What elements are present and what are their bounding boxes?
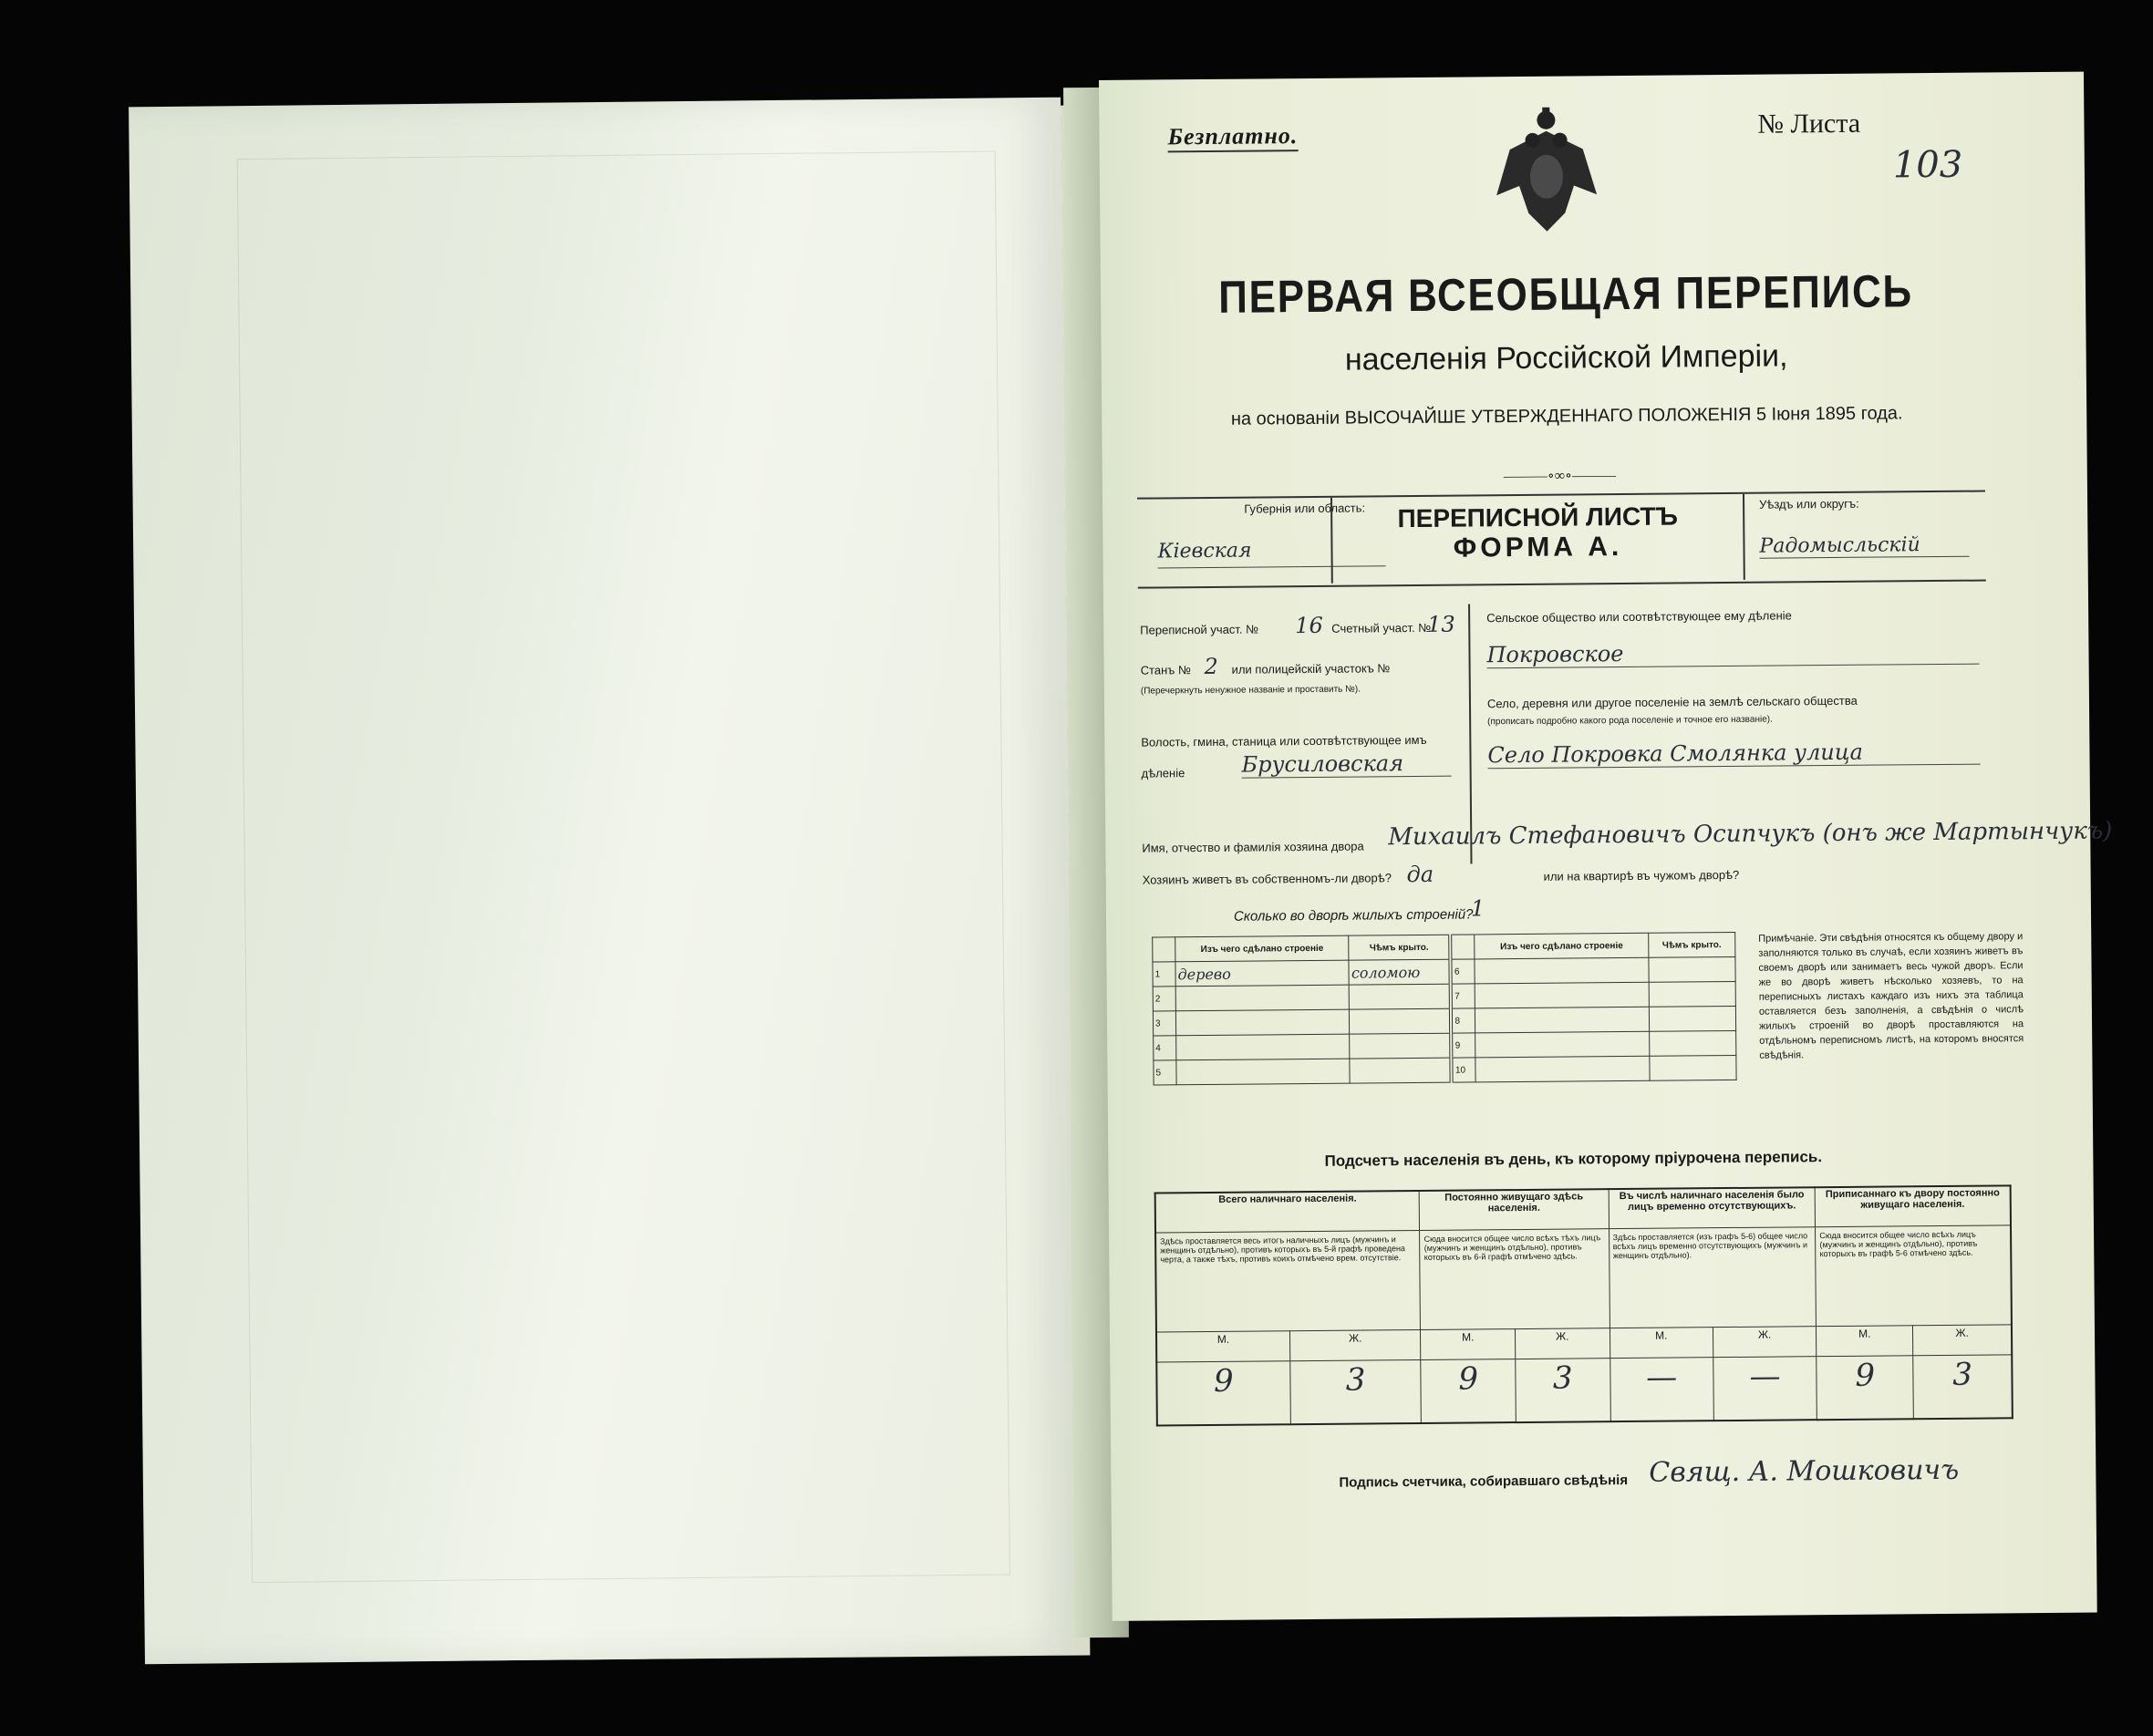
sex-male-label: М.	[1610, 1328, 1713, 1359]
signature-value: Свящ. А. Мошковичъ	[1649, 1453, 1960, 1489]
signature-label: Подпись счетчика, собиравшаго свѣдѣнія	[1339, 1472, 1629, 1491]
census-section-value: 16	[1295, 612, 1323, 639]
row-num: 4	[1154, 1036, 1176, 1060]
owner-label: Имя, отчество и фамилія хозяина двора	[1142, 839, 1364, 855]
free-label: Безплатно.	[1167, 122, 1298, 152]
gubernia-label: Губернія или область:	[1244, 501, 1366, 516]
buildings-value: 1	[1470, 895, 1485, 922]
uezd-label: Уѣздъ или округъ:	[1759, 496, 1859, 512]
legal-basis: на основаніи ВЫСОЧАЙШЕ УТВЕРЖДЕННАГО ПОЛОЖЕНІЯ 5 Іюня 1895 года.	[1230, 403, 1903, 429]
police-label: или полицейскій участокъ №	[1231, 661, 1391, 677]
count-col-header: Въ числѣ наличнаго населенія было лицъ временно отсутствующихъ.	[1609, 1187, 1816, 1228]
left-page-frame	[237, 150, 1010, 1583]
stan-label: Станъ №	[1140, 663, 1192, 677]
census-title: ПЕРВАЯ ВСЕОБЩАЯ ПЕРЕПИСЬ	[1218, 265, 1914, 323]
table-row	[1154, 1055, 1736, 1085]
sex-female-label: Ж.	[1515, 1328, 1610, 1359]
police-note: (Перечеркнуть ненужное названіе и проставить №).	[1140, 684, 1361, 697]
count-section-label: Счетный участ. №	[1331, 620, 1432, 636]
material-cell: дерево	[1175, 960, 1350, 987]
imperial-eagle-icon	[1491, 103, 1601, 241]
uezd-value: Радомысльскій	[1759, 533, 1969, 559]
row-num: 6	[1451, 959, 1475, 984]
sheet-number: 103	[1892, 143, 1963, 187]
row-num: 8	[1451, 1008, 1475, 1033]
settlement-note: (прописать подробно какого рода поселеніе и точное его названіе).	[1487, 714, 1773, 728]
owner-value: Михаилъ Стефановичъ Осипчукъ (онъ же Мартынчукъ)	[1388, 817, 2113, 852]
census-subtitle: населенія Россійской Имперіи,	[1344, 338, 1788, 377]
buildings-col-material-2: Изъ чего сдѣлано строеніе	[1475, 933, 1649, 959]
count-value: —	[1610, 1358, 1713, 1421]
left-blank-page	[129, 98, 1077, 1665]
count-col-desc: Сюда вносится общее число всѣхъ тѣхъ лицъ (мужчинъ и женщинъ отдѣльно), противъ которыхъ въ 6-й графѣ отмѣчено здѣсь.	[1420, 1229, 1610, 1330]
count-section-value: 13	[1427, 611, 1455, 637]
village-society-label: Сельское общество или соотвѣтствующее ему дѣленіе	[1486, 608, 1792, 625]
stan-value: 2	[1204, 653, 1219, 680]
settlement-value: Село Покровка Смолянка улица	[1487, 739, 1980, 770]
sex-male-label: М.	[1156, 1331, 1290, 1362]
form-type-box	[1330, 494, 1745, 584]
buildings-note: Примѣчаніе. Эти свѣдѣнія относятся къ общему двору и заполняются только въ случаѣ, если хозяинъ живетъ въ своемъ дворѣ или занимаетъ весь чужой дворъ. Если же во дворѣ живетъ нѣсколько хозяевъ, то на переписныхъ листахъ каждаго изъ нихъ эта таблица оставляется безъ заполненія, а свѣдѣнія о числѣ жилыхъ строеній во дворѣ проставляются на отдѣльномъ переписномъ листѣ, на которомъ вносятся свѣдѣнія.	[1758, 931, 2024, 1061]
sex-female-label: Ж.	[1913, 1325, 2013, 1356]
count-value: 9	[1817, 1356, 1914, 1420]
count-value: —	[1713, 1357, 1817, 1421]
row-num: 3	[1153, 1011, 1175, 1036]
count-title: Подсчетъ населенія въ день, къ которому пріурочена перепись.	[1324, 1148, 1823, 1170]
buildings-col-roof: Чѣмъ крыто.	[1349, 935, 1451, 960]
row-num: 1	[1153, 962, 1175, 987]
buildings-label: Сколько во дворѣ жилыхъ строеній?	[1233, 906, 1474, 925]
census-form-page	[1099, 72, 2113, 1621]
buildings-table	[1152, 932, 1736, 1086]
buildings-col-roof-2: Чѣмъ крыто.	[1648, 932, 1734, 957]
form-type-line1: ПЕРЕПИСНОЙ ЛИСТЪ	[1397, 501, 1678, 533]
village-society-value: Покровское	[1486, 638, 1979, 669]
divider-ornament: ———∘∞∘———	[1503, 468, 1616, 485]
sex-female-label: Ж.	[1289, 1329, 1421, 1360]
row-num: 5	[1154, 1060, 1176, 1085]
count-col-header: Всего наличнаго населенія.	[1155, 1191, 1420, 1233]
count-value: 3	[1290, 1359, 1422, 1424]
lives-other-label: или на квартирѣ въ чужомъ дворѣ?	[1543, 867, 1740, 884]
sex-male-label: М.	[1421, 1329, 1516, 1360]
row-num: 10	[1452, 1058, 1476, 1082]
lives-own-label: Хозяинъ живетъ въ собственномъ-ли дворѣ?	[1142, 871, 1392, 887]
sex-male-label: М.	[1817, 1326, 1913, 1357]
form-type-line2: ФОРМА А.	[1453, 532, 1623, 563]
sheet-label: № Листа	[1757, 108, 1861, 140]
count-value: 9	[1421, 1359, 1516, 1423]
row-num: 2	[1153, 987, 1175, 1011]
count-value: 3	[1516, 1359, 1610, 1422]
row-num: 9	[1452, 1033, 1476, 1058]
buildings-col-material: Изъ чего сдѣлано строеніе	[1175, 935, 1350, 962]
count-col-header: Постоянно живущаго здѣсь населенія.	[1420, 1189, 1609, 1230]
volost-value: Брусиловская	[1241, 750, 1451, 779]
volost-label: Волость, гмина, станица или соотвѣтствующее имъ дѣленіе	[1141, 732, 1427, 780]
settlement-label: Село, деревня или другое поселеніе на землѣ сельскаго общества	[1486, 693, 1858, 711]
count-col-header: Приписаннаго къ двору постоянно живущаго населенія.	[1815, 1185, 2011, 1226]
sex-female-label: Ж.	[1713, 1327, 1817, 1358]
census-section-label: Переписной участ. №	[1140, 622, 1259, 637]
lives-own-value: да	[1406, 861, 1434, 888]
count-col-desc: Здѣсь проставляется (изъ графъ 5-6) общее число всѣхъ лицъ временно отсутствующихъ (мужчинъ и женщинъ отдѣльно).	[1609, 1227, 1817, 1328]
roof-cell: соломою	[1349, 959, 1451, 985]
count-value: 9	[1156, 1361, 1290, 1426]
count-col-desc: Здѣсь проставляется весь итогъ наличныхъ лицъ (мужчинъ и женщинъ отдѣльно), противъ которыхъ въ 5-й графѣ проведена черта, а также тѣхъ, противъ коихъ отмѣчено врем. отсутствіе.	[1155, 1230, 1421, 1332]
count-value: 3	[1913, 1355, 2013, 1419]
gubernia-value: Кіевская	[1157, 538, 1385, 568]
row-num: 7	[1451, 984, 1475, 1008]
count-col-desc: Сюда вносится общее число всѣхъ лицъ (мужчинъ и женщинъ отдѣльно), противъ которыхъ въ графѣ 5-6 отмѣчено здѣсь.	[1816, 1225, 2012, 1327]
population-count-table	[1154, 1184, 2013, 1426]
